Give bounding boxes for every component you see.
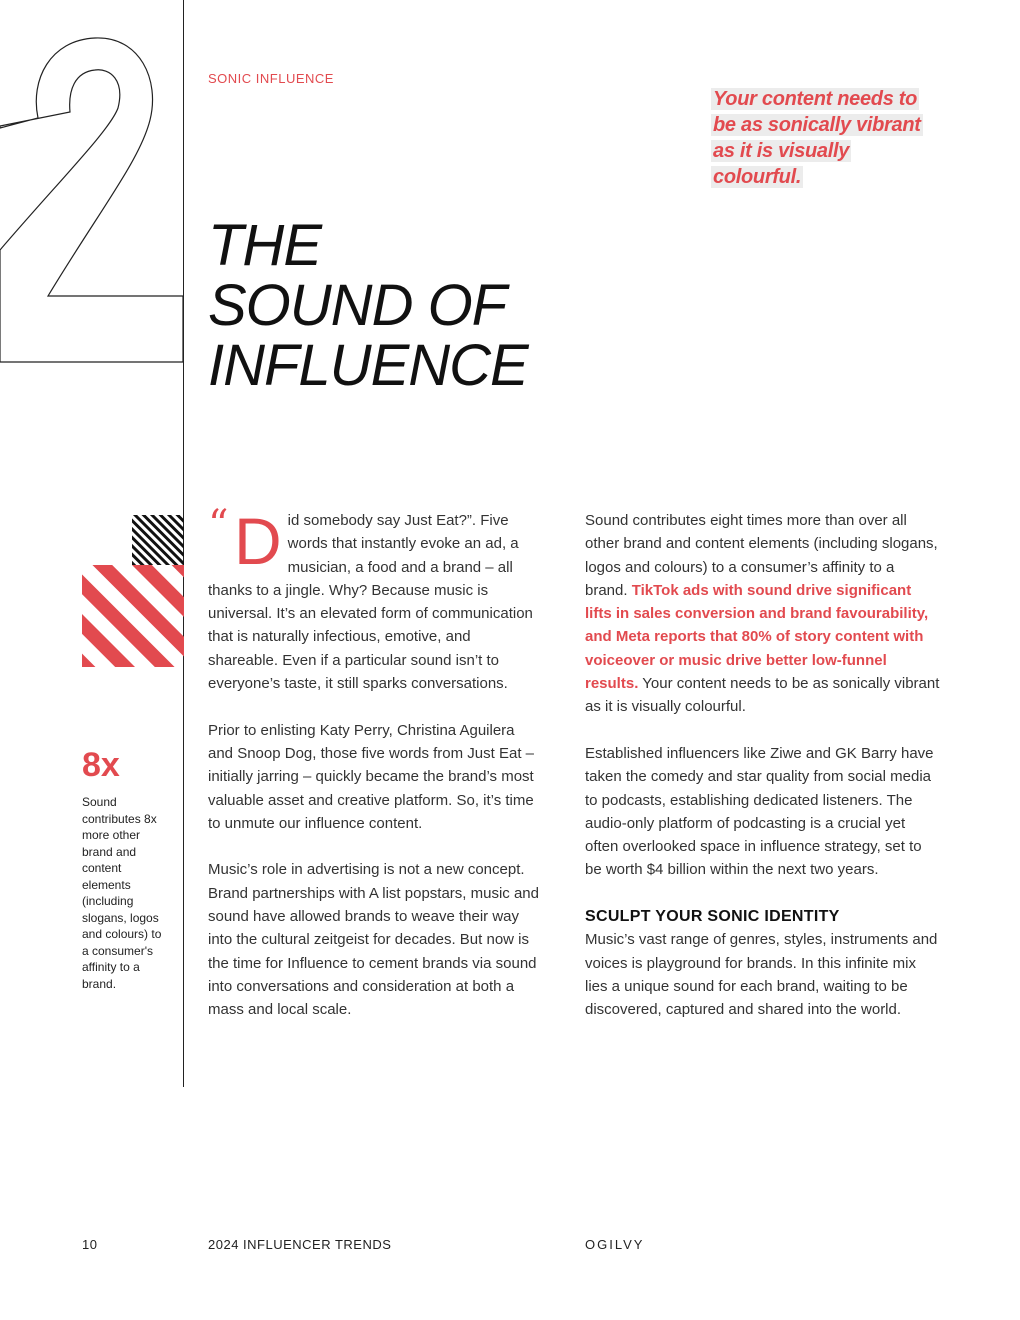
stripe-decoration: [82, 515, 184, 667]
title-line-3: INFLUENCE: [208, 333, 528, 398]
open-quote-mark: “: [208, 502, 229, 548]
paragraph-intro: [208, 502, 540, 695]
body-column-right: [585, 509, 940, 1045]
paragraph-sound-stats: [585, 509, 940, 719]
sound-stats-end: Your content needs to be as sonically vibrant as it is visually colourful.: [585, 675, 940, 716]
page-title: [208, 213, 608, 398]
intro-text: id somebody say Just Eat?”. Five words that instantly evoke an ad, a musician, a food and a brand – all thanks to a jingle. Why? Because music is universal. It’s an elevated form of communication that is naturally infectious, emotive, and shareable. Even if a particular sound isn’t to everyone’s taste, it still sparks conversations.: [208, 512, 533, 693]
stat-caption: Sound contributes 8x more other brand and content elements (including slogans, logos and colours) to a consumer's affinity to a brand.: [82, 795, 162, 991]
title-line-2: SOUND OF: [208, 273, 507, 338]
stat-number: 8x: [82, 746, 120, 784]
sound-stats-start: Sound contributes eight times more than over all other brand and content elements (including slogans, logos and colours) to a consumer’s affinity to a brand.: [585, 512, 938, 599]
pull-quote-text: Your content needs to be as sonically vibrant as it is visually colourful.: [713, 88, 921, 188]
paragraph-music-role: Music’s role in advertising is not a new concept. Brand partnerships with A list popstars, music and sound have allowed brands to weave their way into the cultural zeitgeist for decades. But now is the time for Influence to cement brands via sound into conversations and consideration at both a mass and local scale.: [208, 861, 539, 1019]
paragraph-podcasts: Established influencers like Ziwe and GK Barry have taken the comedy and star quality from social media to podcasts, establishing dedicated listeners. The audio-only platform of podcasting is a crucial yet often overlooked space in influence strategy, set to be worth $4 billion within the next two years.: [585, 744, 934, 879]
sound-stats-highlight: TikTok ads with sound drive significant lifts in sales conversion and brand favourability, and Meta reports that 80% of story content with voiceover or music drive better low-funnel results.: [585, 581, 929, 693]
page-number: 10: [82, 1237, 98, 1252]
footer-publication: 2024 INFLUENCER TRENDS: [208, 1237, 392, 1252]
title-line-1: THE: [208, 213, 321, 278]
chapter-number-outline: [0, 0, 183, 370]
paragraph-sonic-identity: Music’s vast range of genres, styles, instruments and voices is playground for brands. In this infinite mix lies a unique sound for each brand, waiting to be discovered, captured and shared into the world.: [585, 931, 938, 1019]
body-column-left: [208, 502, 540, 1045]
subheading-sonic-identity: SCULPT YOUR SONIC IDENTITY: [585, 908, 840, 926]
pull-quote: [711, 86, 921, 190]
footer-brand: OGILVY: [585, 1237, 645, 1252]
paragraph-just-eat: Prior to enlisting Katy Perry, Christina Aguilera and Snoop Dog, those five words from Just Eat – initially jarring – quickly became the brand’s most valuable asset and creative platform. So, it’s time to unmute our influence content.: [208, 721, 535, 832]
section-label: SONIC INFLUENCE: [208, 71, 334, 86]
drop-cap: D: [234, 504, 282, 578]
